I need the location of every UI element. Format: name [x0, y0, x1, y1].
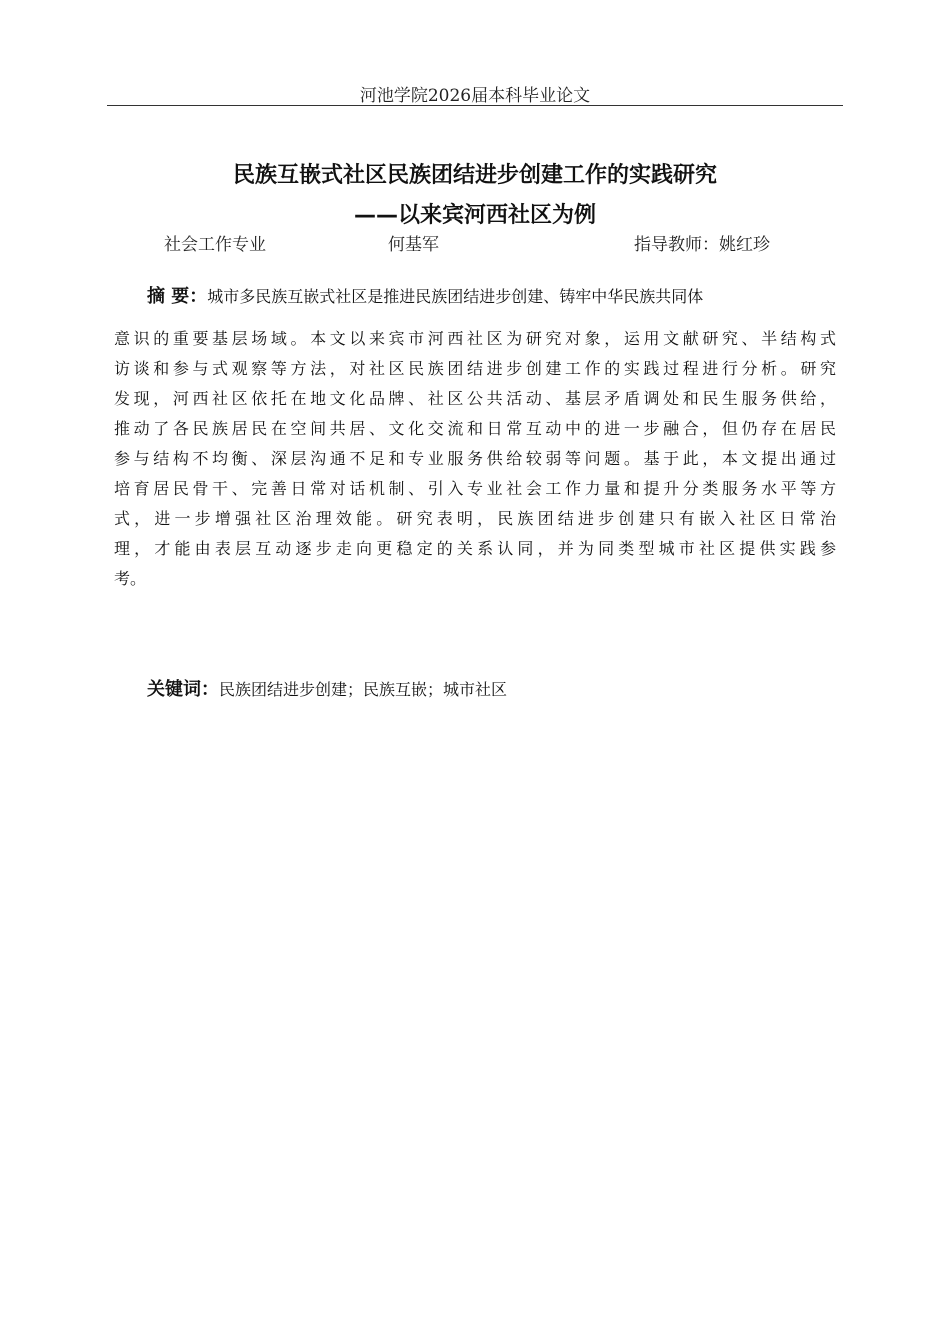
keywords-label: 关键词： — [147, 679, 219, 700]
abstract-text-line: 理，才能由表层互动逐步走向更稳定的关系认同，并为同类型城市社区提供实践参 — [114, 539, 836, 558]
abstract-first-line — [114, 282, 836, 312]
abstract-text-line: 参与结构不均衡、深层沟通不足和专业服务供给较弱等问题。基于此，本文提出通过 — [114, 449, 836, 468]
abstract-label: 摘 要： — [147, 286, 208, 307]
abstract-text-line: 考。 — [114, 569, 147, 588]
abstract-text-line: 培育居民骨干、完善日常对话机制、引入专业社会工作力量和提升分类服务水平等方 — [114, 479, 836, 498]
paper-title: 民族互嵌式社区民族团结进步创建工作的实践研究 — [232, 163, 717, 188]
abstract-text-line: 推动了各民族居民在空间共居、文化交流和日常互动中的进一步融合，但仍存在居民 — [114, 419, 836, 438]
keywords-value: 民族团结进步创建；民族互嵌；城市社区 — [219, 680, 508, 699]
major-label: 社会工作专业 — [164, 235, 266, 255]
author-name: 何基军 — [388, 235, 439, 255]
advisor-label: 指导教师：姚红珍 — [634, 235, 770, 255]
abstract-section — [114, 282, 836, 594]
abstract-text-line: 意识的重要基层场域。本文以来宾市河西社区为研究对象，运用文献研究、半结构式 — [114, 329, 836, 348]
abstract-text-line: 访谈和参与式观察等方法，对社区民族团结进步创建工作的实践过程进行分析。研究 — [114, 359, 836, 378]
keywords-line — [147, 676, 507, 704]
paper-subtitle: ——以来宾河西社区为例 — [353, 203, 596, 228]
abstract-text-line: 式，进一步增强社区治理效能。研究表明，民族团结进步创建只有嵌入社区日常治 — [114, 509, 836, 528]
running-header-title: 河池学院2026届本科毕业论文 — [359, 86, 591, 106]
abstract-text-line: 发现，河西社区依托在地文化品牌、社区公共活动、基层矛盾调处和民生服务供给， — [114, 389, 836, 408]
abstract-text-line: 城市多民族互嵌式社区是推进民族团结进步创建、铸牢中华民族共同体 — [207, 287, 704, 306]
header-divider — [107, 105, 843, 106]
